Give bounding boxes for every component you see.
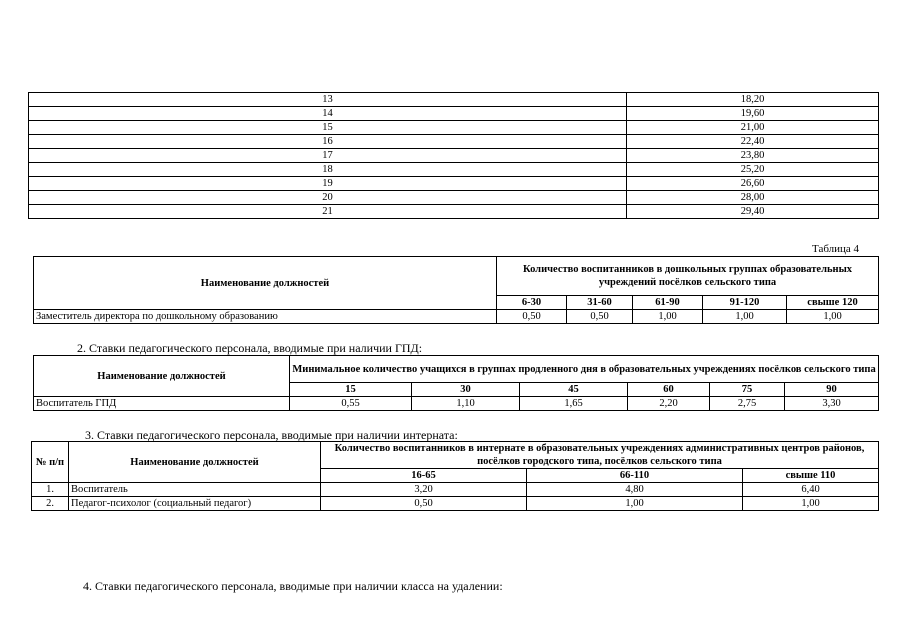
gpd-table — [33, 355, 879, 411]
table-row — [29, 191, 879, 205]
range-header: 15 — [290, 383, 412, 397]
row-number: 14 — [29, 107, 627, 121]
rate-value: 0,50 — [567, 310, 633, 324]
rate-value: 1,00 — [703, 310, 787, 324]
internat-num-header: № п/п — [32, 442, 69, 483]
table-row — [34, 310, 879, 324]
range-header: 75 — [710, 383, 785, 397]
position-name: Педагог-психолог (социальный педагог) — [69, 497, 321, 511]
rate-value: 6,40 — [743, 483, 879, 497]
row-number: 19 — [29, 177, 627, 191]
gpd-group-header: Минимальное количество учащихся в группах продленного дня в образовательных учреждениях посёлков сельского типа — [290, 356, 879, 383]
table-row — [29, 93, 879, 107]
range-header: свыше 110 — [743, 469, 879, 483]
position-name: Заместитель директора по дошкольному образованию — [34, 310, 497, 324]
rate-value: 0,50 — [321, 497, 527, 511]
row-number: 2. — [32, 497, 69, 511]
table-row — [29, 205, 879, 219]
rate-value: 1,65 — [520, 397, 628, 411]
table-row — [29, 149, 879, 163]
internat-group-header: Количество воспитанников в интернате в образовательных учреждениях административных центров районов, посёлков городского типа, посёлков сельского типа — [321, 442, 879, 469]
row-number: 21 — [29, 205, 627, 219]
row-value: 19,60 — [627, 107, 879, 121]
table-row — [29, 163, 879, 177]
rate-value: 1,00 — [743, 497, 879, 511]
row-value: 26,60 — [627, 177, 879, 191]
row-number: 16 — [29, 135, 627, 149]
range-header: 45 — [520, 383, 628, 397]
row-value: 18,20 — [627, 93, 879, 107]
range-header: 61-90 — [633, 296, 703, 310]
position-name: Воспитатель — [69, 483, 321, 497]
row-number: 17 — [29, 149, 627, 163]
rate-value: 3,30 — [785, 397, 879, 411]
continuation-table — [28, 92, 879, 219]
range-header: 60 — [628, 383, 710, 397]
row-number: 20 — [29, 191, 627, 205]
row-number: 1. — [32, 483, 69, 497]
table-row — [32, 483, 879, 497]
gpd-col-header: Наименование должностей — [34, 356, 290, 397]
table-4-col-header: Наименование должностей — [34, 257, 497, 310]
table-4-group-header: Количество воспитанников в дошкольных группах образовательных учреждений посёлков сельского типа — [497, 257, 879, 296]
range-header: 91-120 — [703, 296, 787, 310]
range-header: свыше 120 — [787, 296, 879, 310]
rate-value: 2,75 — [710, 397, 785, 411]
row-value: 21,00 — [627, 121, 879, 135]
section-3-heading: 3. Ставки педагогического персонала, вводимые при наличии интерната: — [85, 428, 458, 442]
range-header: 6-30 — [497, 296, 567, 310]
table-row — [29, 135, 879, 149]
range-header: 16-65 — [321, 469, 527, 483]
range-header: 90 — [785, 383, 879, 397]
row-value: 28,00 — [627, 191, 879, 205]
row-value: 22,40 — [627, 135, 879, 149]
range-header: 30 — [412, 383, 520, 397]
rate-value: 1,00 — [527, 497, 743, 511]
row-value: 23,80 — [627, 149, 879, 163]
section-2-heading: 2. Ставки педагогического персонала, вводимые при наличии ГПД: — [77, 341, 423, 355]
row-number: 15 — [29, 121, 627, 135]
table-row — [29, 177, 879, 191]
row-value: 25,20 — [627, 163, 879, 177]
table-4-caption: Таблица 4 — [812, 243, 860, 255]
rate-value: 0,50 — [497, 310, 567, 324]
table-4 — [33, 256, 879, 324]
position-name: Воспитатель ГПД — [34, 397, 290, 411]
table-row — [34, 397, 879, 411]
range-header: 31-60 — [567, 296, 633, 310]
rate-value: 0,55 — [290, 397, 412, 411]
row-value: 29,40 — [627, 205, 879, 219]
rate-value: 1,10 — [412, 397, 520, 411]
internat-table — [31, 441, 879, 511]
internat-col-header: Наименование должностей — [69, 442, 321, 483]
rate-value: 3,20 — [321, 483, 527, 497]
row-number: 18 — [29, 163, 627, 177]
rate-value: 1,00 — [633, 310, 703, 324]
rate-value: 4,80 — [527, 483, 743, 497]
table-row — [29, 121, 879, 135]
range-header: 66-110 — [527, 469, 743, 483]
rate-value: 1,00 — [787, 310, 879, 324]
table-row — [32, 497, 879, 511]
table-row — [29, 107, 879, 121]
row-number: 13 — [29, 93, 627, 107]
rate-value: 2,20 — [628, 397, 710, 411]
section-4-heading: 4. Ставки педагогического персонала, вводимые при наличии класса на удалении: — [83, 579, 503, 593]
